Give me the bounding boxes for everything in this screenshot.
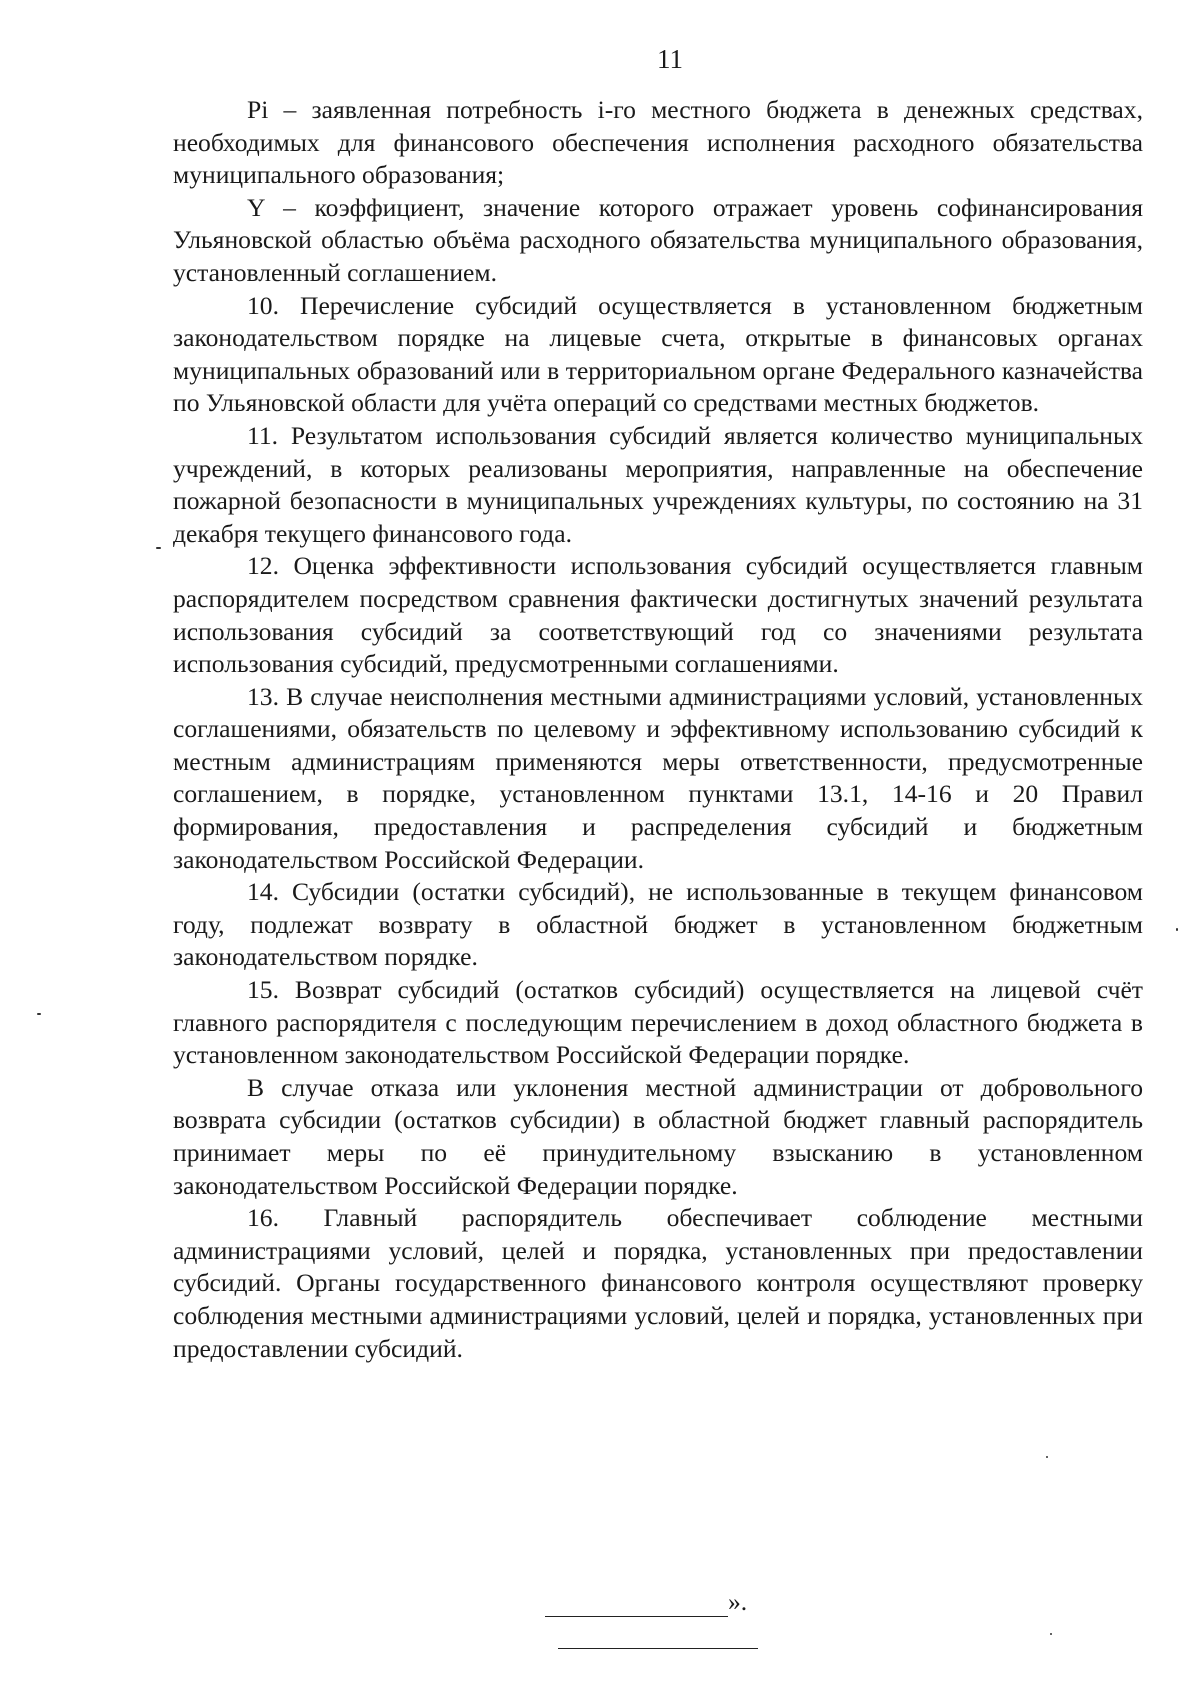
paragraph-12: 12. Оценка эффективности использования субсидий осуществляется главным распорядителем посредством сравнения фактически достигнутых значений результата использования субсидий за соответствующий год со значениями результата использования субсидий, предусмотренными соглашениями. [173,551,1143,679]
closing-line [545,1587,795,1617]
page-number: 11 [657,44,683,74]
document-body [173,94,1143,1365]
paragraph-pi-definition: Pi – заявленная потребность i-го местного бюджета в денежных средствах, необходимых для финансового обеспечения исполнения расходного обязательства муниципального образования; [173,95,1143,190]
paragraph-y-definition: Y – коэффициент, значение которого отражает уровень софинансирования Ульяновской областью объёма расходного обязательства муниципального образования, установленный соглашением. [173,192,1143,287]
scan-speck [1050,1633,1052,1635]
scan-speck [37,1013,41,1015]
paragraph-13: 13. В случае неисполнения местными администрациями условий, установленных соглашениями, обязательств по целевому и эффективному использованию субсидий к местным администрациям применяются меры ответственности, предусмотренные соглашением, в порядке, установленном пунктами 13.1, 14-16 и 20 Правил формирования, предоставления и распределения субсидий и бюджетным законодательством Российской Федерации. [173,681,1143,874]
paragraph-10: 10. Перечисление субсидий осуществляется в установленном бюджетным законодательством порядке на лицевые счета, открытые в финансовых органах муниципальных образований или в территориальном органе Федерального казначейства по Ульяновской области для учёта операций со средствами местных бюджетов. [173,290,1143,418]
paragraph-15-refusal: В случае отказа или уклонения местной администрации от добровольного возврата субсидии (остатков субсидии) в областной бюджет главный распорядитель принимает меры по её принудительному взысканию в установленном законодательством Российской Федерации порядке. [173,1072,1143,1200]
end-divider [558,1648,758,1649]
scan-speck [1176,928,1178,931]
paragraph-16: 16. Главный распорядитель обеспечивает соблюдение местными администрациями условий, целей и порядка, установленных при предоставлении субсидий. Органы государственного финансового контроля осуществляют проверку соблюдения местными администрациями условий, целей и порядка, установленных при предоставлении субсидий. [173,1203,1143,1363]
paragraph-14: 14. Субсидии (остатки субсидий), не использованные в текущем финансовом году, подлежат возврату в областной бюджет в установленном бюджетным законодательством порядке. [173,877,1143,972]
paragraph-11: 11. Результатом использования субсидий является количество муниципальных учреждений, в которых реализованы мероприятия, направленные на обеспечение пожарной безопасности в муниципальных учреждениях культуры, по состоянию на 31 декабря текущего финансового года. [173,420,1143,548]
closing-quote-mark: ». [728,1587,748,1616]
scan-speck [1046,1456,1048,1458]
scan-speck [156,547,161,549]
closing-underline [545,1592,728,1617]
paragraph-15: 15. Возврат субсидий (остатков субсидий) осуществляется на лицевой счёт главного распорядителя с последующим перечислением в доход областного бюджета в установленном законодательством Российской Федерации порядке. [173,975,1143,1070]
